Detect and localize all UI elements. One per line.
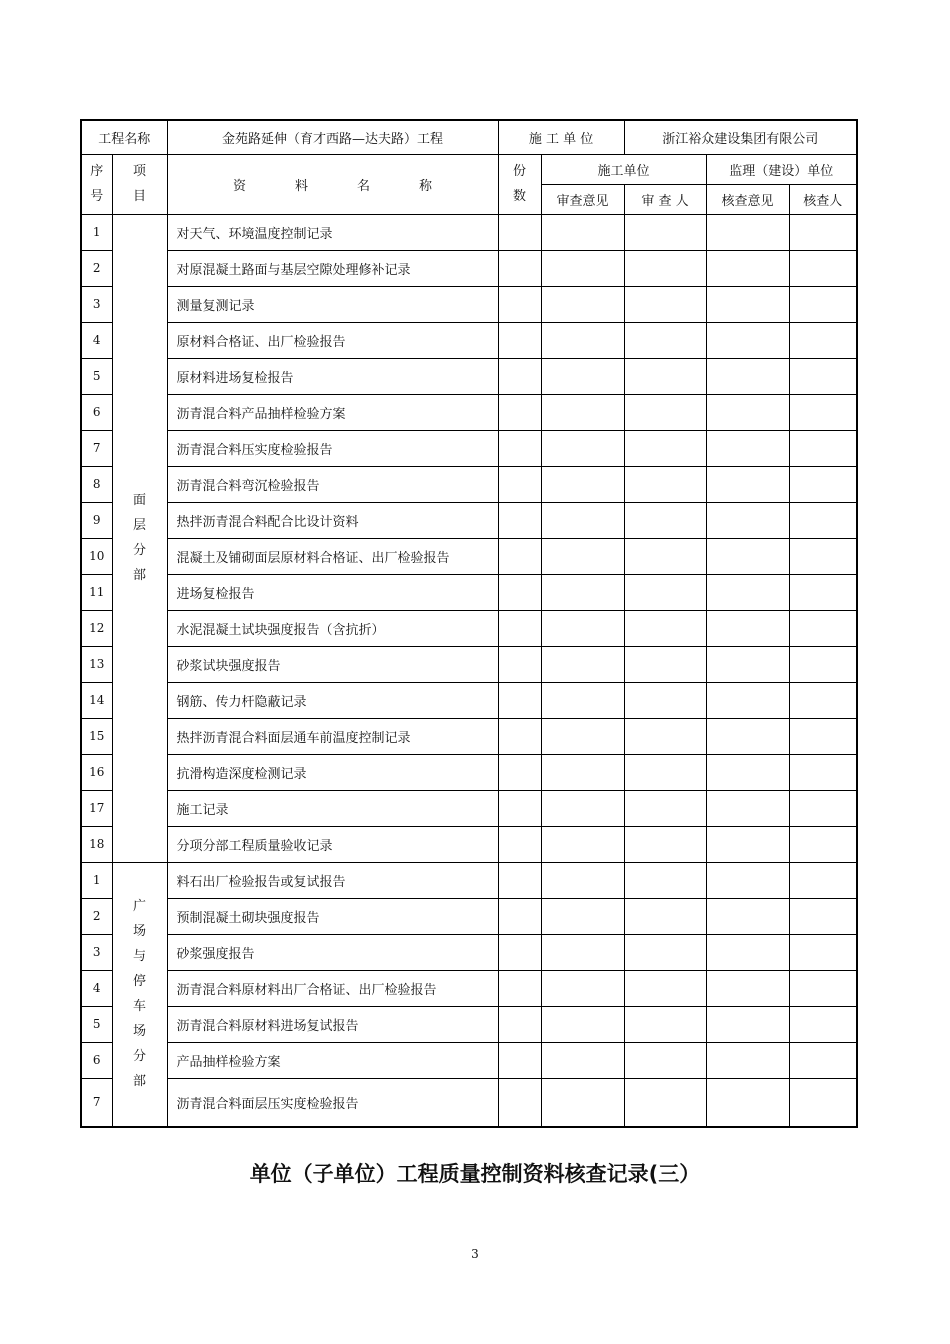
check-opinion-cell <box>706 574 789 610</box>
checker-cell <box>789 430 857 466</box>
row-number: 14 <box>81 682 112 718</box>
section-label: 面 层 分 部 <box>112 214 167 862</box>
checker-cell <box>789 502 857 538</box>
row-number: 5 <box>81 358 112 394</box>
check-opinion-cell <box>706 250 789 286</box>
table-row <box>81 718 857 754</box>
table-row <box>81 826 857 862</box>
checker-cell <box>789 934 857 970</box>
review-opinion-cell <box>541 790 624 826</box>
document-name: 进场复检报告 <box>167 574 498 610</box>
table-row <box>81 322 857 358</box>
review-opinion-cell <box>541 682 624 718</box>
row-number: 11 <box>81 574 112 610</box>
copies-cell <box>498 538 541 574</box>
checker-cell <box>789 862 857 898</box>
review-opinion-cell <box>541 718 624 754</box>
table-row <box>81 538 857 574</box>
check-opinion-cell <box>706 970 789 1006</box>
reviewer-cell <box>624 1006 706 1042</box>
row-number: 1 <box>81 862 112 898</box>
reviewer-cell <box>624 286 706 322</box>
document-name: 对原混凝土路面与基层空隙处理修补记录 <box>167 250 498 286</box>
check-opinion-cell <box>706 682 789 718</box>
copies-cell <box>498 1006 541 1042</box>
checker-cell <box>789 718 857 754</box>
row-number: 7 <box>81 1078 112 1127</box>
document-name: 原材料合格证、出厂检验报告 <box>167 322 498 358</box>
checker-cell <box>789 358 857 394</box>
header-row-project <box>81 120 857 154</box>
checker-cell <box>789 322 857 358</box>
document-name: 预制混凝土砌块强度报告 <box>167 898 498 934</box>
document-name: 抗滑构造深度检测记录 <box>167 754 498 790</box>
table-row <box>81 754 857 790</box>
check-opinion-cell <box>706 1006 789 1042</box>
copies-cell <box>498 610 541 646</box>
review-opinion-cell <box>541 970 624 1006</box>
row-number: 17 <box>81 790 112 826</box>
checker-cell <box>789 466 857 502</box>
copies-cell <box>498 430 541 466</box>
table-row <box>81 934 857 970</box>
review-opinion-cell <box>541 574 624 610</box>
copies-cell <box>498 502 541 538</box>
project-name: 金苑路延伸（育才西路—达夫路）工程 <box>167 120 498 154</box>
reviewer-cell <box>624 934 706 970</box>
row-number: 16 <box>81 754 112 790</box>
checker-cell <box>789 1078 857 1127</box>
reviewer-cell <box>624 610 706 646</box>
check-opinion-cell <box>706 754 789 790</box>
document-name: 沥青混合料原材料出厂合格证、出厂检验报告 <box>167 970 498 1006</box>
reviewer-header: 审 查 人 <box>624 184 706 214</box>
document-name: 沥青混合料原材料进场复试报告 <box>167 1006 498 1042</box>
check-opinion-cell <box>706 790 789 826</box>
copies-cell <box>498 1078 541 1127</box>
copies-cell <box>498 898 541 934</box>
review-opinion-cell <box>541 250 624 286</box>
table-row <box>81 790 857 826</box>
reviewer-cell <box>624 1078 706 1127</box>
reviewer-cell <box>624 718 706 754</box>
document-name: 产品抽样检验方案 <box>167 1042 498 1078</box>
row-number: 4 <box>81 970 112 1006</box>
item-header: 项 目 <box>112 154 167 214</box>
document-name: 沥青混合料面层压实度检验报告 <box>167 1078 498 1127</box>
table-row <box>81 430 857 466</box>
reviewer-cell <box>624 1042 706 1078</box>
row-number: 3 <box>81 934 112 970</box>
checker-cell <box>789 790 857 826</box>
copies-cell <box>498 718 541 754</box>
document-name: 沥青混合料产品抽样检验方案 <box>167 394 498 430</box>
checker-cell <box>789 610 857 646</box>
checker-cell <box>789 538 857 574</box>
row-number: 4 <box>81 322 112 358</box>
checker-cell <box>789 394 857 430</box>
checker-cell <box>789 1042 857 1078</box>
checker-cell <box>789 970 857 1006</box>
page-number: 3 <box>471 1247 479 1261</box>
row-number: 12 <box>81 610 112 646</box>
copies-cell <box>498 250 541 286</box>
reviewer-cell <box>624 502 706 538</box>
check-opinion-cell <box>706 286 789 322</box>
reviewer-cell <box>624 538 706 574</box>
reviewer-cell <box>624 214 706 250</box>
checker-cell <box>789 682 857 718</box>
reviewer-cell <box>624 826 706 862</box>
reviewer-cell <box>624 250 706 286</box>
reviewer-cell <box>624 970 706 1006</box>
review-opinion-cell <box>541 538 624 574</box>
row-number: 6 <box>81 394 112 430</box>
check-opinion-cell <box>706 898 789 934</box>
copies-cell <box>498 286 541 322</box>
copies-cell <box>498 970 541 1006</box>
check-opinion-cell <box>706 394 789 430</box>
document-name: 混凝土及铺砌面层原材料合格证、出厂检验报告 <box>167 538 498 574</box>
review-opinion-cell <box>541 826 624 862</box>
copies-cell <box>498 214 541 250</box>
document-name: 施工记录 <box>167 790 498 826</box>
table-row <box>81 898 857 934</box>
check-opinion-cell <box>706 502 789 538</box>
table-row <box>81 1006 857 1042</box>
check-opinion-cell <box>706 862 789 898</box>
seq-header: 序 号 <box>81 154 112 214</box>
checker-header: 核查人 <box>789 184 857 214</box>
table-row <box>81 610 857 646</box>
row-number: 13 <box>81 646 112 682</box>
table-row <box>81 214 857 250</box>
review-opinion-cell <box>541 466 624 502</box>
project-label: 工程名称 <box>81 120 167 154</box>
quality-control-check-table <box>80 119 858 1128</box>
reviewer-cell <box>624 466 706 502</box>
review-opinion-cell <box>541 754 624 790</box>
document-name: 原材料进场复检报告 <box>167 358 498 394</box>
doc-name-header: 资 料 名 称 <box>167 154 498 214</box>
check-opinion-cell <box>706 430 789 466</box>
reviewer-cell <box>624 790 706 826</box>
checker-cell <box>789 754 857 790</box>
reviewer-cell <box>624 358 706 394</box>
check-opinion-cell <box>706 718 789 754</box>
document-name: 砂浆强度报告 <box>167 934 498 970</box>
reviewer-cell <box>624 754 706 790</box>
review-opinion-cell <box>541 358 624 394</box>
copies-cell <box>498 826 541 862</box>
copies-cell <box>498 862 541 898</box>
document-name: 热拌沥青混合料面层通车前温度控制记录 <box>167 718 498 754</box>
table-row <box>81 646 857 682</box>
table-row <box>81 250 857 286</box>
check-opinion-cell <box>706 934 789 970</box>
table-row <box>81 466 857 502</box>
copies-cell <box>498 322 541 358</box>
checker-cell <box>789 1006 857 1042</box>
reviewer-cell <box>624 646 706 682</box>
review-opinion-cell <box>541 1042 624 1078</box>
check-opinion-cell <box>706 1042 789 1078</box>
review-opinion-cell <box>541 394 624 430</box>
check-opinion-cell <box>706 358 789 394</box>
reviewer-cell <box>624 574 706 610</box>
review-opinion-cell <box>541 934 624 970</box>
document-name: 沥青混合料弯沉检验报告 <box>167 466 498 502</box>
copies-cell <box>498 394 541 430</box>
copies-cell <box>498 358 541 394</box>
checker-cell <box>789 286 857 322</box>
table-row <box>81 394 857 430</box>
document-name: 水泥混凝土试块强度报告（含抗折） <box>167 610 498 646</box>
checker-cell <box>789 646 857 682</box>
copies-cell <box>498 790 541 826</box>
row-number: 15 <box>81 718 112 754</box>
check-opinion-cell <box>706 466 789 502</box>
reviewer-cell <box>624 394 706 430</box>
review-opinion-cell <box>541 214 624 250</box>
copies-cell <box>498 934 541 970</box>
table-row <box>81 502 857 538</box>
row-number: 5 <box>81 1006 112 1042</box>
row-number: 18 <box>81 826 112 862</box>
check-opinion-cell <box>706 826 789 862</box>
row-number: 2 <box>81 250 112 286</box>
copies-header: 份 数 <box>498 154 541 214</box>
check-opinion-cell <box>706 538 789 574</box>
checker-cell <box>789 574 857 610</box>
check-opinion-cell <box>706 610 789 646</box>
review-opinion-cell <box>541 322 624 358</box>
row-number: 10 <box>81 538 112 574</box>
document-name: 对天气、环境温度控制记录 <box>167 214 498 250</box>
copies-cell <box>498 754 541 790</box>
reviewer-cell <box>624 862 706 898</box>
review-opinion-cell <box>541 1078 624 1127</box>
row-number: 6 <box>81 1042 112 1078</box>
table-row <box>81 286 857 322</box>
review-opinion-cell <box>541 610 624 646</box>
table-row <box>81 1078 857 1127</box>
review-opinion-cell <box>541 898 624 934</box>
document-title: 单位（子单位）工程质量控制资料核查记录(三） <box>249 1162 701 1186</box>
review-opinion-cell <box>541 430 624 466</box>
reviewer-cell <box>624 430 706 466</box>
copies-cell <box>498 574 541 610</box>
copies-cell <box>498 646 541 682</box>
table-row <box>81 358 857 394</box>
document-name: 料石出厂检验报告或复试报告 <box>167 862 498 898</box>
header-row-columns-top <box>81 154 857 184</box>
section-label: 广 场 与 停 车 场 分 部 <box>112 862 167 1127</box>
row-number: 1 <box>81 214 112 250</box>
row-number: 2 <box>81 898 112 934</box>
review-opinion-cell <box>541 286 624 322</box>
checker-cell <box>789 250 857 286</box>
supervision-unit-header: 监理（建设）单位 <box>706 154 857 184</box>
copies-cell <box>498 682 541 718</box>
row-number: 8 <box>81 466 112 502</box>
document-name: 砂浆试块强度报告 <box>167 646 498 682</box>
document-name: 分项分部工程质量验收记录 <box>167 826 498 862</box>
contractor-name: 浙江裕众建设集团有限公司 <box>624 120 857 154</box>
checker-cell <box>789 898 857 934</box>
check-opinion-cell <box>706 1078 789 1127</box>
construction-unit-header: 施工单位 <box>541 154 706 184</box>
check-opinion-cell <box>706 646 789 682</box>
document-name: 热拌沥青混合料配合比设计资料 <box>167 502 498 538</box>
copies-cell <box>498 466 541 502</box>
review-opinion-cell <box>541 862 624 898</box>
review-opinion-header: 审查意见 <box>541 184 624 214</box>
table-row <box>81 682 857 718</box>
table-row <box>81 1042 857 1078</box>
copies-cell <box>498 1042 541 1078</box>
check-opinion-cell <box>706 214 789 250</box>
document-name: 测量复测记录 <box>167 286 498 322</box>
document-name: 钢筋、传力杆隐蔽记录 <box>167 682 498 718</box>
review-opinion-cell <box>541 1006 624 1042</box>
row-number: 3 <box>81 286 112 322</box>
checker-cell <box>789 214 857 250</box>
row-number: 9 <box>81 502 112 538</box>
review-opinion-cell <box>541 646 624 682</box>
table-row <box>81 970 857 1006</box>
document-name: 沥青混合料压实度检验报告 <box>167 430 498 466</box>
checker-cell <box>789 826 857 862</box>
check-opinion-header: 核查意见 <box>706 184 789 214</box>
reviewer-cell <box>624 322 706 358</box>
contractor-label: 施 工 单 位 <box>498 120 624 154</box>
check-opinion-cell <box>706 322 789 358</box>
row-number: 7 <box>81 430 112 466</box>
reviewer-cell <box>624 898 706 934</box>
table-row <box>81 574 857 610</box>
reviewer-cell <box>624 682 706 718</box>
table-row <box>81 862 857 898</box>
review-opinion-cell <box>541 502 624 538</box>
